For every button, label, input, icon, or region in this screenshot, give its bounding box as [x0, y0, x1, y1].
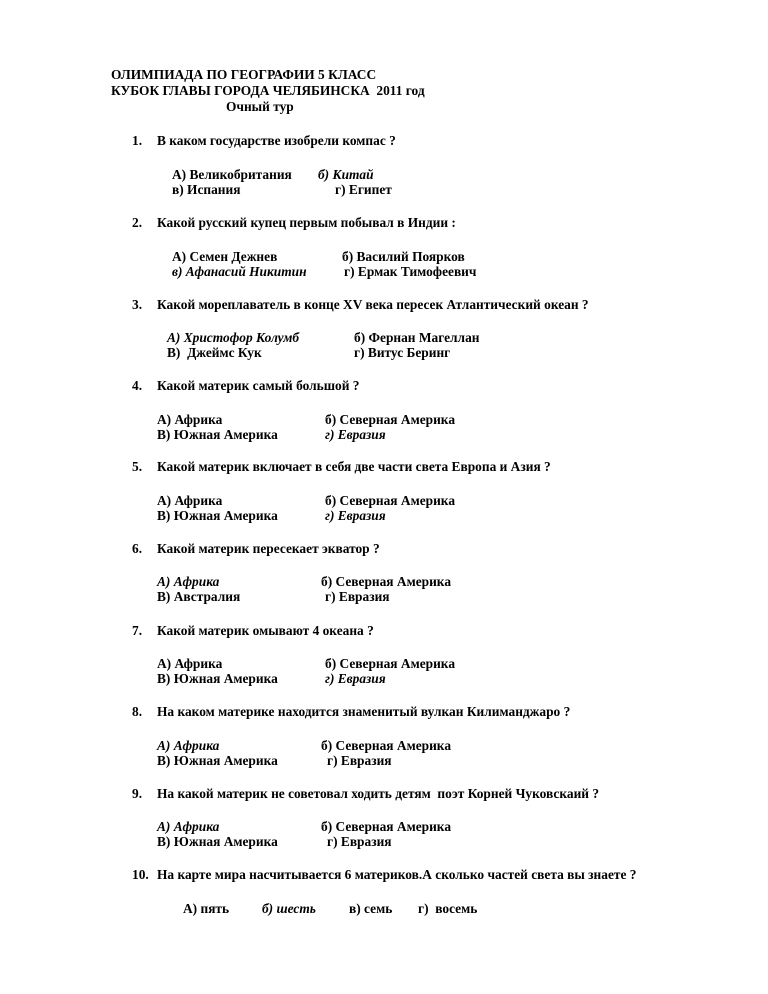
answer-option: г) Ермак Тимофеевич — [344, 264, 477, 279]
answer-option: б) Северная Америка — [325, 412, 456, 427]
header-round: Очный тур — [226, 99, 294, 114]
answer-option: б) Северная Америка — [321, 819, 452, 834]
question-number: 10. — [132, 867, 149, 882]
answer-option: б) Северная Америка — [325, 493, 456, 508]
answer-option: г) Евразия — [327, 834, 392, 849]
answer-option: в) семь — [349, 901, 393, 916]
answer-option: В) Австралия — [157, 589, 241, 604]
question-text: Какой материк включает в себя две части света Европа и Азия ? — [157, 459, 551, 474]
answer-option: б) Фернан Магеллан — [354, 330, 480, 345]
question-number: 2. — [132, 215, 143, 230]
answer-option: А) Великобритания — [172, 167, 292, 182]
answer-option: г) Евразия — [327, 753, 392, 768]
answer-option: г) Египет — [335, 182, 392, 197]
answer-option: А) Африка — [157, 656, 223, 671]
answer-option-correct: А) Африка — [157, 819, 220, 834]
answer-option: г) Витус Беринг — [354, 345, 451, 360]
answer-option-correct: А) Африка — [157, 574, 220, 589]
answer-option-correct: А) Христофор Колумб — [167, 330, 300, 345]
answer-option-correct: г) Евразия — [325, 671, 386, 686]
question-number: 7. — [132, 623, 143, 638]
answer-option: В) Южная Америка — [157, 508, 278, 523]
question-number: 6. — [132, 541, 143, 556]
question-text: На каком материке находится знаменитый вулкан Килиманджаро ? — [157, 704, 571, 719]
answer-option: В) Джеймс Кук — [167, 345, 262, 360]
answer-option: А) пять — [183, 901, 230, 916]
question-text: Какой материк пересекает экватор ? — [157, 541, 380, 556]
question-number: 9. — [132, 786, 143, 801]
answer-option-correct: б) шесть — [262, 901, 316, 916]
answer-option: А) Африка — [157, 412, 223, 427]
answer-option-correct: А) Африка — [157, 738, 220, 753]
question-text: Какой русский купец первым побывал в Индии : — [157, 215, 456, 230]
question-text: Какой мореплаватель в конце XV века пересек Атлантический океан ? — [157, 297, 589, 312]
answer-option-correct: г) Евразия — [325, 508, 386, 523]
answer-option: б) Северная Америка — [321, 574, 452, 589]
question-number: 4. — [132, 378, 143, 393]
question-text: В каком государстве изобрели компас ? — [157, 133, 396, 148]
question-text: На какой материк не советовал ходить детям поэт Корней Чуковскаий ? — [157, 786, 600, 801]
answer-option: В) Южная Америка — [157, 753, 278, 768]
answer-option: б) Северная Америка — [325, 656, 456, 671]
answer-option: А) Семен Дежнев — [172, 249, 278, 264]
answer-option-correct: б) Китай — [318, 167, 374, 182]
header-title: ОЛИМПИАДА ПО ГЕОГРАФИИ 5 КЛАСС — [111, 67, 377, 82]
header-subtitle: КУБОК ГЛАВЫ ГОРОДА ЧЕЛЯБИНСКА 2011 год — [111, 83, 425, 98]
answer-option-correct: г) Евразия — [325, 427, 386, 442]
question-text: На карте мира насчитывается 6 материков.А сколько частей света вы знаете ? — [157, 867, 637, 882]
answer-option: г) Евразия — [325, 589, 390, 604]
answer-option: г) восемь — [418, 901, 478, 916]
answer-option-correct: в) Афанасий Никитин — [172, 264, 307, 279]
answer-option: В) Южная Америка — [157, 834, 278, 849]
answer-option: б) Северная Америка — [321, 738, 452, 753]
question-text: Какой материк омывают 4 океана ? — [157, 623, 374, 638]
answer-option: А) Африка — [157, 493, 223, 508]
answer-option: в) Испания — [172, 182, 241, 197]
answer-option: В) Южная Америка — [157, 427, 278, 442]
question-number: 1. — [132, 133, 143, 148]
question-number: 3. — [132, 297, 143, 312]
answer-option: б) Василий Поярков — [342, 249, 465, 264]
answer-option: В) Южная Америка — [157, 671, 278, 686]
question-number: 8. — [132, 704, 143, 719]
question-number: 5. — [132, 459, 143, 474]
question-text: Какой материк самый большой ? — [157, 378, 360, 393]
